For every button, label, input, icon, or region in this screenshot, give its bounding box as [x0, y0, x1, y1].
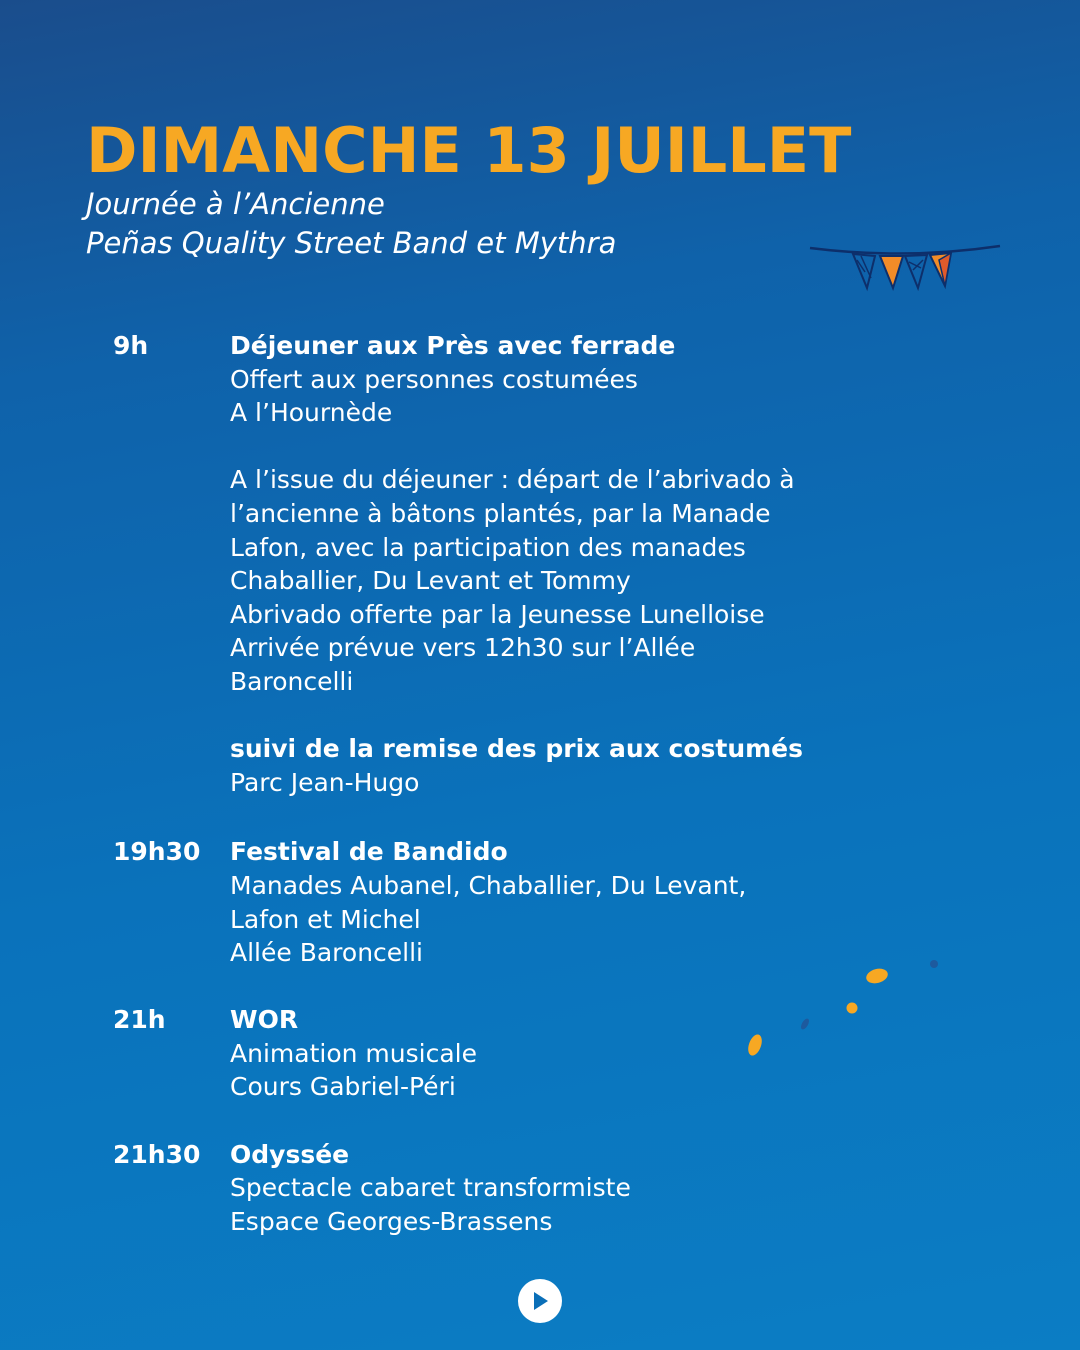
event-title: Odyssée: [230, 1139, 350, 1169]
event-paragraph-line: Lafon, avec la participation des manades: [230, 532, 746, 562]
event-title: Déjeuner aux Près avec ferrade: [230, 331, 676, 360]
schedule-list: [113, 329, 873, 1238]
event-followup-title: suivi de la remise des prix aux costumés: [230, 734, 804, 764]
event-details: [230, 1138, 873, 1239]
confetti-dots-icon: [740, 950, 950, 1070]
next-slide-button[interactable]: [518, 1279, 562, 1323]
event-line: Spectacle cabaret transformiste: [230, 1173, 631, 1203]
event-paragraph-line: A l’issue du déjeuner : départ de l’abrivado à: [230, 465, 795, 495]
event-location: A l’Hournède: [230, 398, 393, 428]
event-time: 21h30: [113, 1139, 201, 1169]
subtitle-bands: Peñas Quality Street Band et Mythra: [86, 226, 617, 260]
event-line: Manades Aubanel, Chaballier, Du Levant,: [230, 870, 747, 900]
play-arrow-icon: [529, 1289, 551, 1313]
event-title: Festival de Bandido: [230, 837, 508, 867]
event-paragraph-line: Baroncelli: [230, 666, 354, 696]
event-location: Espace Georges-Brassens: [230, 1206, 553, 1236]
event-details: [230, 329, 873, 799]
event-paragraph-line: l’ancienne à bâtons plantés, par la Manade: [230, 498, 771, 528]
event-line: Lafon et Michel: [230, 904, 421, 934]
event-followup-location: Parc Jean-Hugo: [230, 767, 420, 797]
event-location: Allée Baroncelli: [230, 938, 424, 968]
event-time: 19h30: [113, 837, 201, 867]
event-line: Animation musicale: [230, 1038, 477, 1068]
event-time: 21h: [113, 1005, 166, 1035]
event-title: WOR: [230, 1005, 299, 1035]
event-time: 9h: [113, 331, 149, 360]
schedule-item-9h: [113, 329, 873, 799]
subtitle-theme: Journée à l’Ancienne: [86, 187, 385, 221]
event-line: Offert aux personnes costumées: [230, 364, 638, 394]
event-location: Cours Gabriel-Péri: [230, 1072, 456, 1102]
page-title: DIMANCHE 13 JUILLET: [86, 114, 852, 187]
event-paragraph-line: Chaballier, Du Levant et Tommy: [230, 566, 631, 596]
schedule-item-21h30: [113, 1138, 873, 1239]
bunting-flags-icon: [805, 238, 1005, 298]
event-paragraph-line: Abrivado offerte par la Jeunesse Lunelloise: [230, 599, 765, 629]
event-paragraph-line: Arrivée prévue vers 12h30 sur l’Allée: [230, 633, 696, 663]
